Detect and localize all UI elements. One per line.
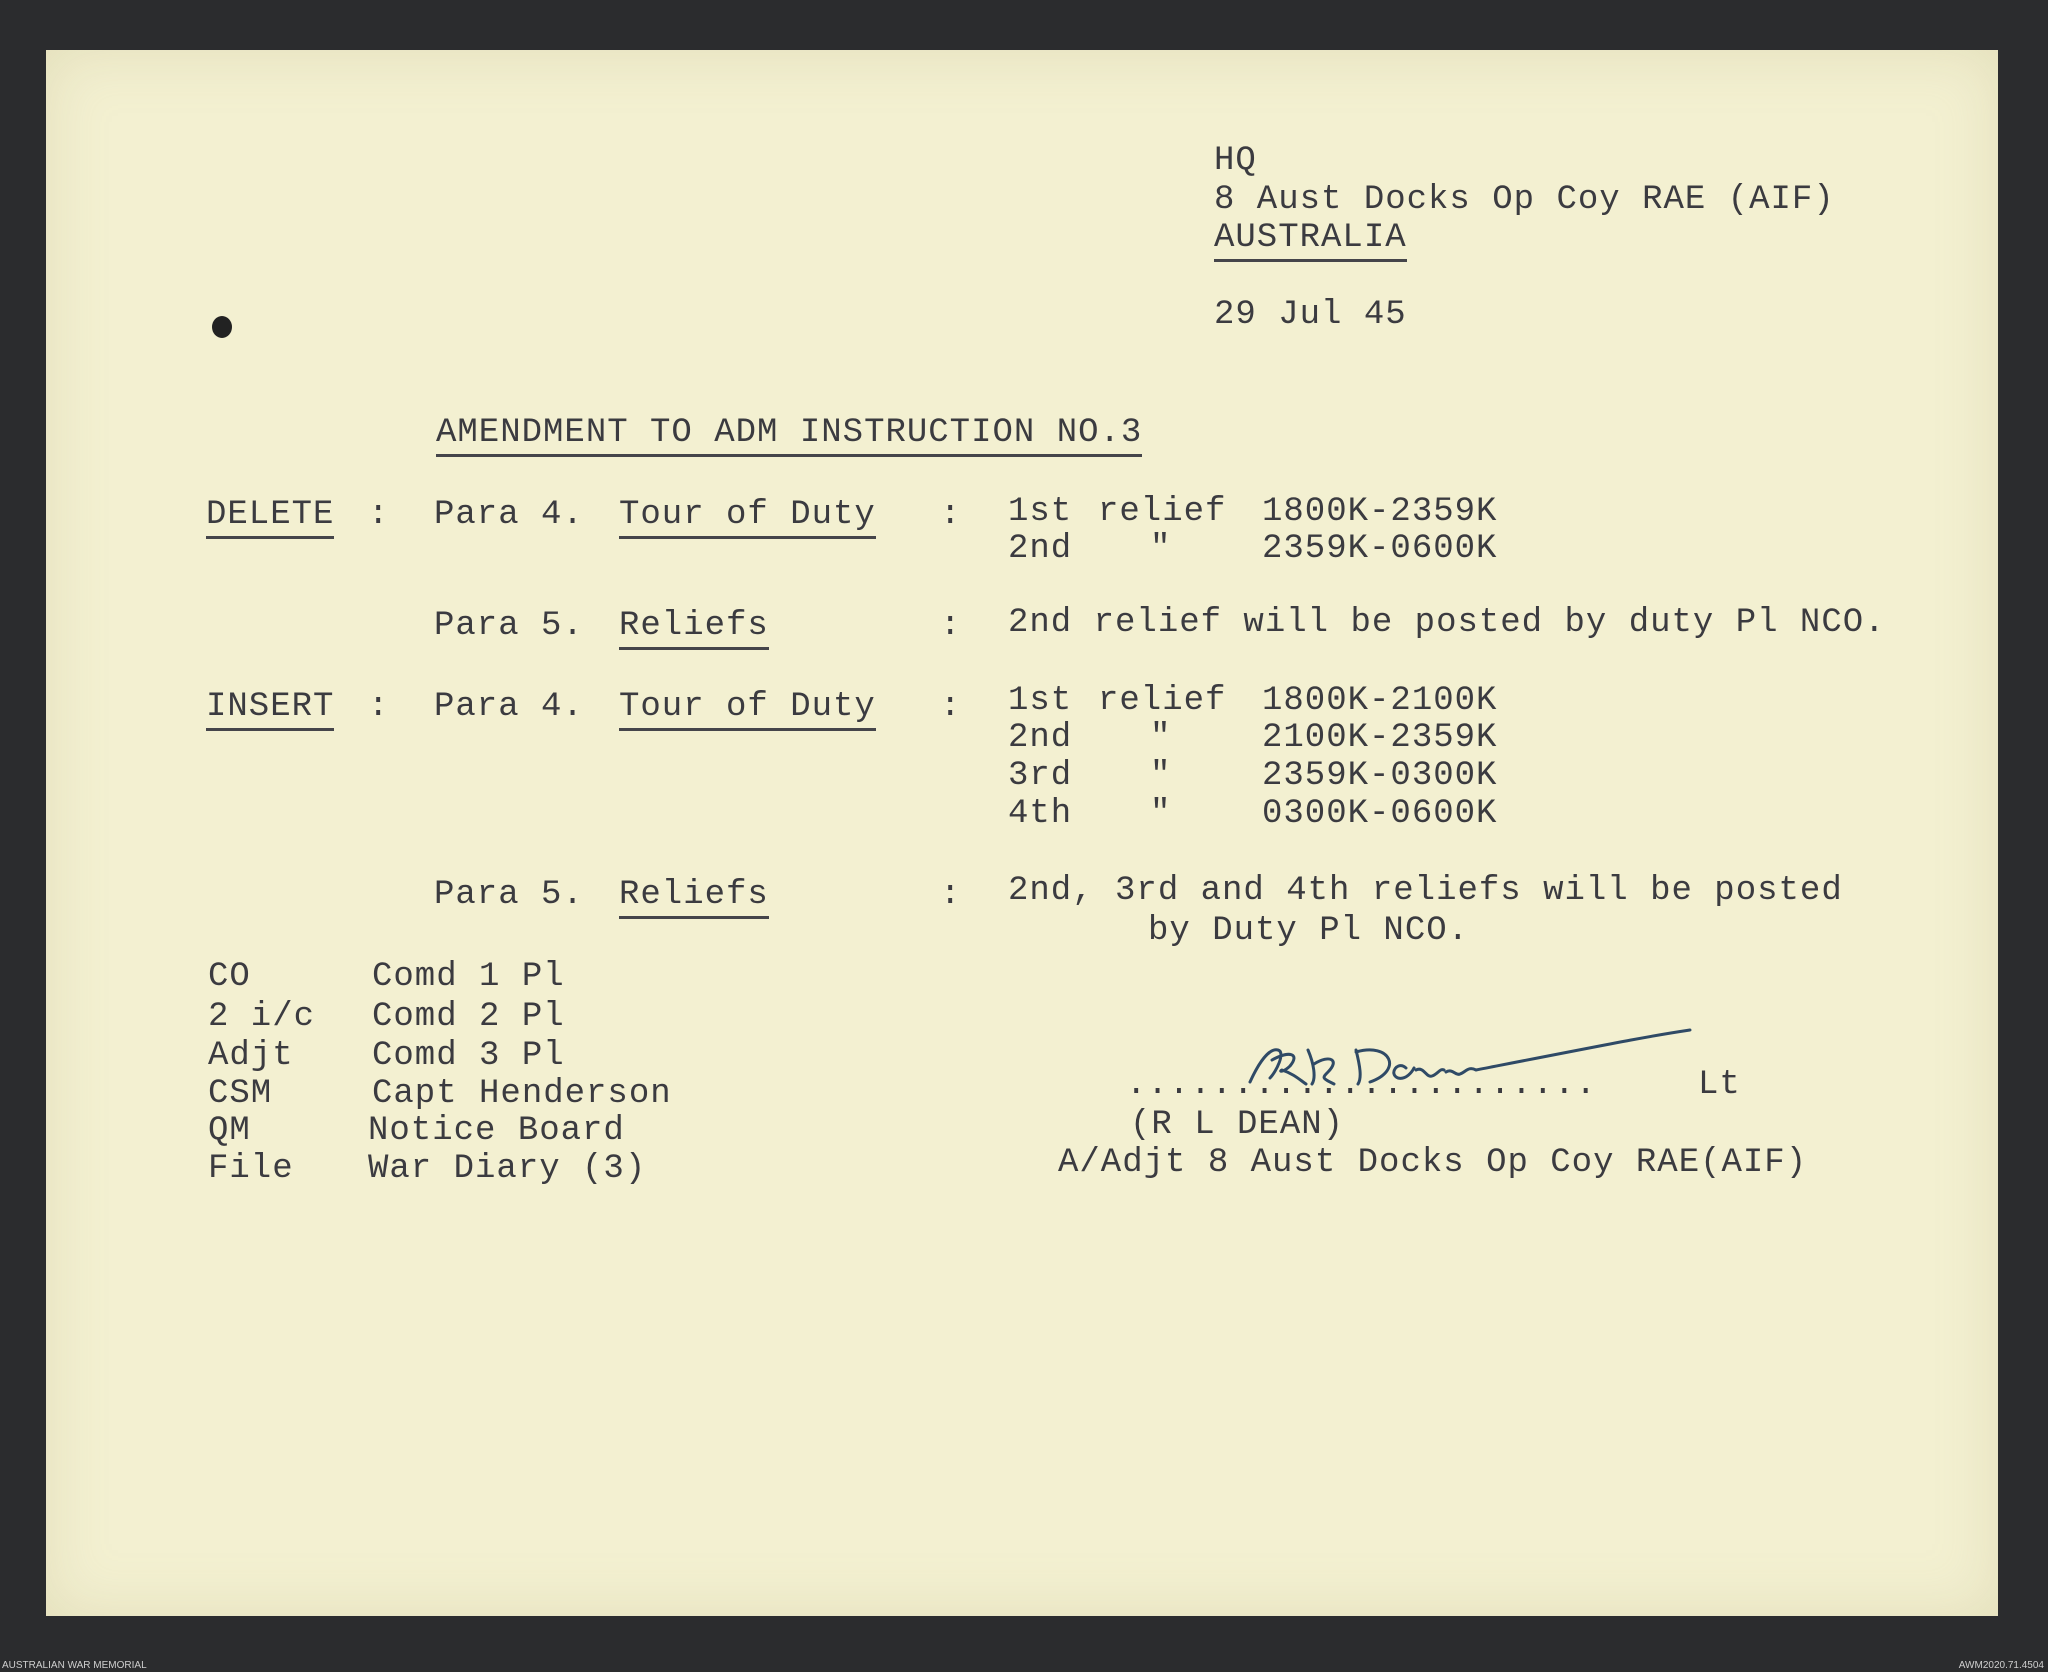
delete-row1-time: 1800K-2359K [1262, 493, 1498, 531]
insert-row3-word: " [1150, 757, 1172, 795]
insert-para4-heading: Tour of Duty [619, 688, 876, 731]
signature-name: (R L DEAN) [1130, 1106, 1345, 1144]
signature-rank: Lt [1698, 1066, 1741, 1104]
delete-para5-colon: : [940, 607, 962, 645]
signature-dots: ...................... [1126, 1066, 1597, 1104]
distribution-right-3: Comd 3 Pl [372, 1037, 565, 1075]
delete-para4-number: Para 4. [434, 496, 584, 534]
header-hq: HQ [1214, 142, 1257, 180]
delete-row2-time: 2359K-0600K [1262, 530, 1498, 568]
delete-para4-heading: Tour of Duty [619, 496, 876, 539]
insert-para4-colon: : [940, 688, 962, 726]
insert-row1-ord: 1st [1008, 682, 1073, 720]
distribution-right-6: War Diary (3) [368, 1150, 647, 1188]
header-country: AUSTRALIA [1214, 219, 1407, 262]
insert-para5-line1: 2nd, 3rd and 4th reliefs will be posted [1008, 872, 1843, 910]
insert-para4-number: Para 4. [434, 688, 584, 726]
insert-row3-time: 2359K-0300K [1262, 757, 1498, 795]
distribution-left-3: Adjt [208, 1037, 294, 1075]
delete-para5-heading: Reliefs [619, 607, 769, 650]
distribution-right-2: Comd 2 Pl [372, 998, 565, 1036]
header-date: 29 Jul 45 [1214, 296, 1407, 334]
insert-row1-word: relief [1098, 682, 1227, 720]
delete-para5-text: 2nd relief will be posted by duty Pl NCO. [1008, 604, 1886, 642]
insert-row2-word: " [1150, 719, 1172, 757]
insert-label: INSERT [206, 688, 334, 731]
insert-row3-ord: 3rd [1008, 757, 1073, 795]
distribution-left-2: 2 i/c [208, 998, 316, 1036]
distribution-left-4: CSM [208, 1075, 273, 1113]
insert-para5-number: Para 5. [434, 876, 584, 914]
insert-para5-colon: : [940, 876, 962, 914]
insert-colon: : [368, 688, 390, 726]
delete-row1-ord: 1st [1008, 493, 1073, 531]
delete-row2-ord: 2nd [1008, 530, 1073, 568]
footer-right: AWM2020.71.4504 [1958, 1660, 2044, 1671]
delete-row2-word: " [1150, 530, 1172, 568]
insert-row4-ord: 4th [1008, 795, 1073, 833]
delete-row1-word: relief [1098, 493, 1227, 531]
delete-para5-number: Para 5. [434, 607, 584, 645]
distribution-right-4: Capt Henderson [372, 1075, 672, 1113]
distribution-left-1: CO [208, 958, 251, 996]
insert-para5-heading: Reliefs [619, 876, 769, 919]
document-title: AMENDMENT TO ADM INSTRUCTION NO.3 [436, 414, 1142, 457]
delete-label: DELETE [206, 496, 334, 539]
distribution-left-5: QM [208, 1112, 251, 1150]
distribution-right-1: Comd 1 Pl [372, 958, 565, 996]
insert-row2-ord: 2nd [1008, 719, 1073, 757]
document-page [46, 50, 1998, 1616]
insert-row2-time: 2100K-2359K [1262, 719, 1498, 757]
insert-row4-word: " [1150, 795, 1172, 833]
signature-appointment: A/Adjt 8 Aust Docks Op Coy RAE(AIF) [1058, 1144, 1808, 1182]
delete-para4-colon: : [940, 496, 962, 534]
header-unit: 8 Aust Docks Op Coy RAE (AIF) [1214, 181, 1835, 219]
distribution-left-6: File [208, 1150, 294, 1188]
distribution-right-5: Notice Board [368, 1112, 625, 1150]
insert-row4-time: 0300K-0600K [1262, 795, 1498, 833]
insert-row1-time: 1800K-2100K [1262, 682, 1498, 720]
footer-left: AUSTRALIAN WAR MEMORIAL [2, 1660, 147, 1671]
insert-para5-line2: by Duty Pl NCO. [1148, 912, 1470, 950]
delete-colon: : [368, 496, 390, 534]
punch-mark [212, 316, 232, 338]
